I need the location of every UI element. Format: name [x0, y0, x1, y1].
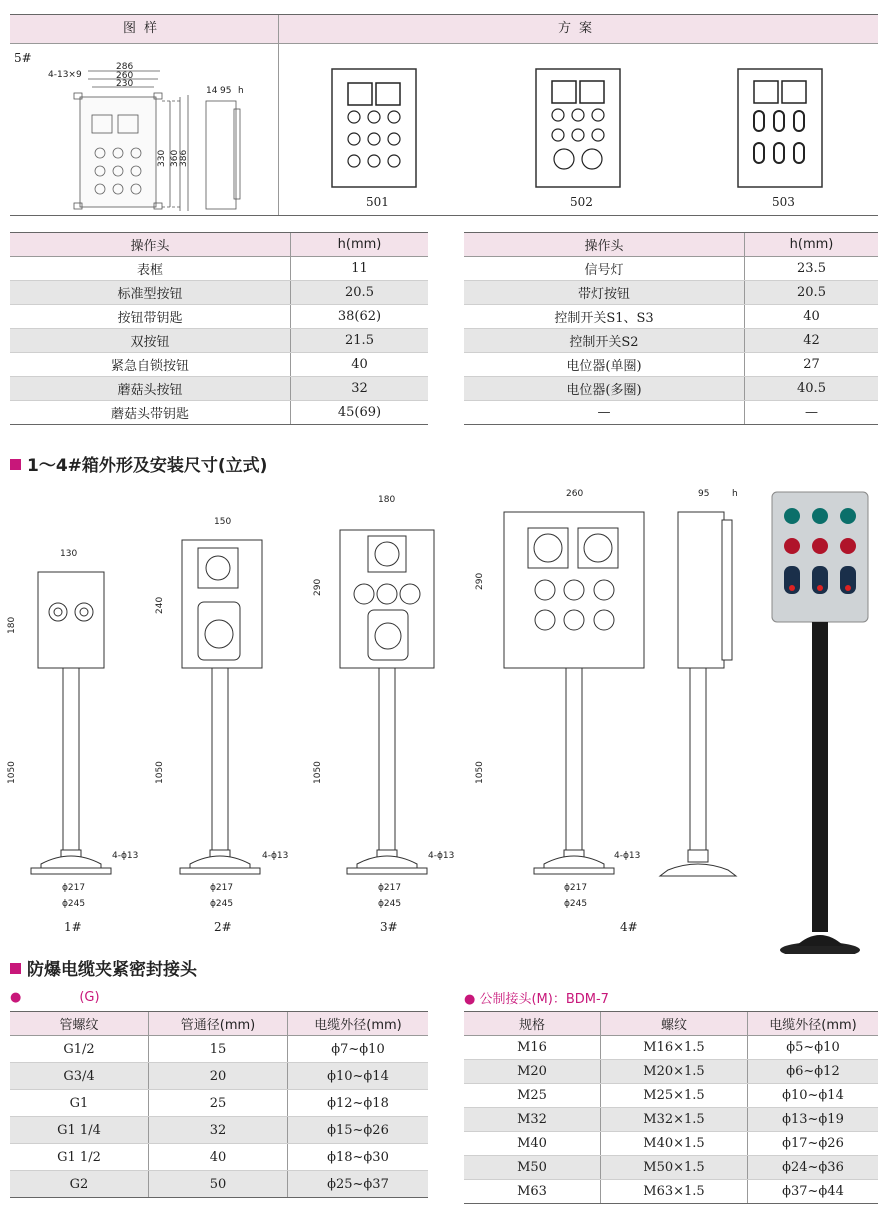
cell: M25 — [464, 1084, 601, 1108]
cell: ϕ13~ϕ19 — [748, 1108, 879, 1132]
table-g-subtitle-text: (G) — [79, 990, 100, 1005]
col-spec: 规格 — [464, 1012, 601, 1036]
header-drawing: 图样 — [122, 21, 165, 36]
row-name: 蘑菇头带钥匙 — [10, 401, 291, 425]
cell: ϕ10~ϕ14 — [748, 1084, 879, 1108]
row-value: 40.5 — [745, 377, 879, 401]
dim-pole2: 1050 — [155, 761, 165, 784]
dim-286: 286 — [116, 62, 134, 72]
row-name: 双按钮 — [10, 329, 291, 353]
dim-330: 330 — [157, 149, 167, 167]
cell: 50 — [149, 1171, 288, 1198]
dim-95: 95 — [220, 86, 232, 96]
cell: M20 — [464, 1060, 601, 1084]
row-value: 21.5 — [291, 329, 429, 353]
cell: ϕ25~ϕ37 — [288, 1171, 429, 1198]
dim-holes4: 4-ϕ13 — [614, 851, 641, 861]
scheme-501-panel — [330, 67, 430, 191]
section-marker — [10, 963, 21, 974]
cell: 15 — [149, 1036, 288, 1063]
cell: M63 — [464, 1180, 601, 1204]
row-name: — — [464, 401, 745, 425]
col-bore: 管通径(mm) — [149, 1012, 288, 1036]
cell: M40×1.5 — [601, 1132, 748, 1156]
table-m-subtitle-text: 公制接头(M)：BDM-7 — [479, 992, 609, 1007]
row-value: 23.5 — [745, 257, 879, 281]
col-thread: 螺纹 — [601, 1012, 748, 1036]
dim-w2: 150 — [214, 517, 232, 527]
scheme-502-panel — [534, 67, 634, 191]
scheme-label-501: 501 — [366, 195, 389, 209]
scheme-label-502: 502 — [570, 195, 593, 209]
col-h: h(mm) — [291, 233, 429, 257]
row-value: 40 — [745, 305, 879, 329]
row-name: 信号灯 — [464, 257, 745, 281]
dim-d2-3: ϕ245 — [378, 899, 402, 909]
col-head: 操作头 — [10, 233, 291, 257]
cell: ϕ18~ϕ30 — [288, 1144, 429, 1171]
cell: 40 — [149, 1144, 288, 1171]
row-name: 蘑菇头按钮 — [10, 377, 291, 401]
dim-d2-1: ϕ245 — [62, 899, 86, 909]
bullet-icon: ● — [464, 992, 476, 1007]
divider — [278, 15, 279, 215]
row-name: 控制开关S2 — [464, 329, 745, 353]
scheme-label-503: 503 — [772, 195, 795, 209]
cell: G1 1/4 — [10, 1117, 149, 1144]
dim-w4: 260 — [566, 489, 584, 499]
model-mark: 5# — [14, 51, 32, 65]
dim-d2-4: ϕ245 — [564, 899, 588, 909]
cell: ϕ37~ϕ44 — [748, 1180, 879, 1204]
cable-table-m — [464, 1011, 878, 1204]
row-value: 38(62) — [291, 305, 429, 329]
dim-h4: 290 — [475, 572, 485, 590]
dim-holes: 4-13×9 — [48, 70, 82, 80]
dim-holes1: 4-ϕ13 — [112, 851, 139, 861]
cell: ϕ12~ϕ18 — [288, 1090, 429, 1117]
cell: G3/4 — [10, 1063, 149, 1090]
dim-260: 260 — [116, 71, 134, 81]
dim-386: 386 — [179, 149, 189, 167]
row-value: 40 — [291, 353, 429, 377]
cell: G1 — [10, 1090, 149, 1117]
cell: ϕ15~ϕ26 — [288, 1117, 429, 1144]
cell: ϕ6~ϕ12 — [748, 1060, 879, 1084]
scheme-header — [10, 15, 878, 44]
row-name: 标准型按钮 — [10, 281, 291, 305]
table-g-subtitle — [10, 990, 100, 1005]
dim-holes2: 4-ϕ13 — [262, 851, 289, 861]
product-photo — [772, 492, 868, 954]
cell: M25×1.5 — [601, 1084, 748, 1108]
section-cable-title — [10, 955, 197, 980]
cable-table-g — [10, 1011, 428, 1198]
dim-h: h — [238, 86, 244, 96]
section-marker — [10, 459, 21, 470]
cell: ϕ24~ϕ36 — [748, 1156, 879, 1180]
row-name: 电位器(多圈) — [464, 377, 745, 401]
section-cable-title-text: 防爆电缆夹紧密封接头 — [27, 960, 197, 980]
row-name: 按钮带钥匙 — [10, 305, 291, 329]
dim-d1-2: ϕ217 — [210, 883, 234, 893]
cell: ϕ7~ϕ10 — [288, 1036, 429, 1063]
cell: ϕ17~ϕ26 — [748, 1132, 879, 1156]
stand-label-1: 1# — [64, 920, 82, 934]
row-value: — — [745, 401, 879, 425]
dim-h2: 240 — [155, 596, 165, 614]
dim-d1-4: ϕ217 — [564, 883, 588, 893]
scheme-503-panel — [736, 67, 836, 191]
table-m-subtitle — [464, 988, 609, 1007]
cell: M50 — [464, 1156, 601, 1180]
row-name: 控制开关S1、S3 — [464, 305, 745, 329]
cell: ϕ10~ϕ14 — [288, 1063, 429, 1090]
col-thread: 管螺纹 — [10, 1012, 149, 1036]
dim-side-h: h — [732, 489, 738, 499]
bullet-icon: ● — [10, 990, 22, 1005]
dim-holes3: 4-ϕ13 — [428, 851, 455, 861]
section-stand-title-text: 1～4#箱外形及安装尺寸(立式) — [27, 456, 268, 476]
header-scheme: 方案 — [557, 21, 600, 36]
row-value: 20.5 — [745, 281, 879, 305]
row-name: 带灯按钮 — [464, 281, 745, 305]
cell: M16 — [464, 1036, 601, 1060]
dim-14: 14 — [206, 86, 218, 96]
row-value: 27 — [745, 353, 879, 377]
row-value: 45(69) — [291, 401, 429, 425]
col-cable: 电缆外径(mm) — [748, 1012, 879, 1036]
dim-w1: 130 — [60, 549, 78, 559]
dim-pole1: 1050 — [7, 761, 17, 784]
dim-d1-1: ϕ217 — [62, 883, 86, 893]
cell: M32 — [464, 1108, 601, 1132]
cell: 25 — [149, 1090, 288, 1117]
row-name: 表框 — [10, 257, 291, 281]
stand-drawings — [0, 484, 890, 954]
scheme-table — [10, 14, 878, 216]
cell: 20 — [149, 1063, 288, 1090]
enclosure-drawing — [30, 49, 270, 211]
dim-360: 360 — [170, 149, 180, 167]
dim-h3: 290 — [313, 578, 323, 596]
row-value: 32 — [291, 377, 429, 401]
dim-230: 230 — [116, 79, 134, 89]
cell: M40 — [464, 1132, 601, 1156]
head-table-right — [464, 232, 878, 425]
row-name: 紧急自锁按钮 — [10, 353, 291, 377]
col-cable: 电缆外径(mm) — [288, 1012, 429, 1036]
cell: ϕ5~ϕ10 — [748, 1036, 879, 1060]
cell: M50×1.5 — [601, 1156, 748, 1180]
cell: M20×1.5 — [601, 1060, 748, 1084]
cell: G1/2 — [10, 1036, 149, 1063]
col-h: h(mm) — [745, 233, 879, 257]
dim-pole3: 1050 — [313, 761, 323, 784]
section-stand-title — [10, 451, 267, 476]
dim-d2-2: ϕ245 — [210, 899, 234, 909]
dim-h1: 180 — [7, 616, 17, 634]
cell: M63×1.5 — [601, 1180, 748, 1204]
dim-pole4: 1050 — [475, 761, 485, 784]
row-value: 11 — [291, 257, 429, 281]
row-name: 电位器(单圈) — [464, 353, 745, 377]
dim-w3: 180 — [378, 495, 396, 505]
cell: G1 1/2 — [10, 1144, 149, 1171]
dim-d1-3: ϕ217 — [378, 883, 402, 893]
cell: M32×1.5 — [601, 1108, 748, 1132]
stand-label-4: 4# — [620, 920, 638, 934]
cell: 32 — [149, 1117, 288, 1144]
row-value: 20.5 — [291, 281, 429, 305]
cell: M16×1.5 — [601, 1036, 748, 1060]
head-table-left — [10, 232, 428, 425]
row-value: 42 — [745, 329, 879, 353]
stand-label-2: 2# — [214, 920, 232, 934]
dim-side-w: 95 — [698, 489, 710, 499]
cell: G2 — [10, 1171, 149, 1198]
stand-label-3: 3# — [380, 920, 398, 934]
col-head: 操作头 — [464, 233, 745, 257]
